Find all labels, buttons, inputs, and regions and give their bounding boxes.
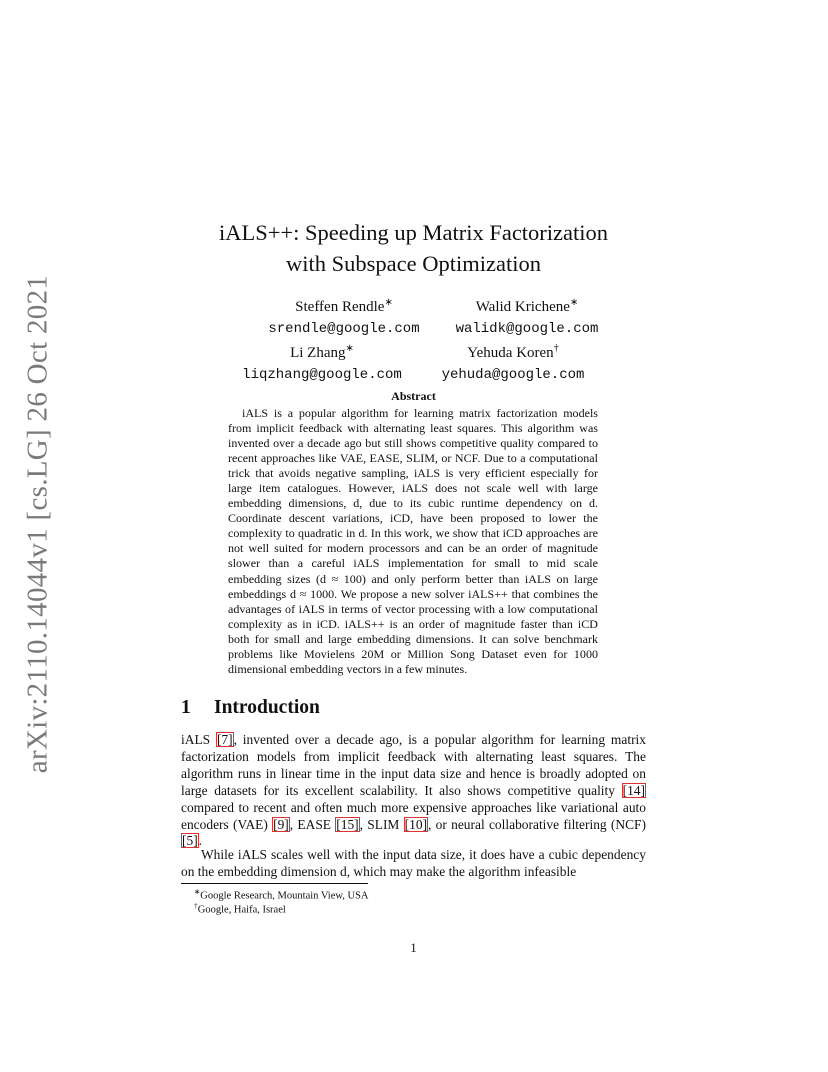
- section-title: Introduction: [214, 697, 320, 718]
- author-affiliation-mark: †: [553, 343, 559, 354]
- author-email[interactable]: yehuda@google.com: [441, 367, 585, 383]
- author-block-2: [437, 292, 617, 340]
- abstract-heading: Abstract: [391, 389, 436, 403]
- citation-link[interactable]: [10]: [404, 816, 428, 832]
- page-number: 1: [410, 940, 417, 955]
- arxiv-identifier-text: arXiv:2110.14044v1 [cs.LG] 26 Oct 2021: [21, 274, 54, 774]
- author-name: Walid Krichene∗: [475, 297, 579, 315]
- paper-title: [181, 217, 646, 279]
- author-name: Li Zhang∗: [290, 343, 354, 361]
- author-name: Steffen Rendle∗: [295, 297, 393, 315]
- author-affiliation-mark: ∗: [345, 343, 354, 354]
- abstract-text: iALS is a popular algorithm for learning matrix factorization models from implicit feedback with alternating least squares. This algorithm was invented over a decade ago but still shows competitive quality compared to recent approaches like VAE, EASE, SLIM, or NCF. Due to a computational trick that avoids negative sampling, iALS is very efficient especially for large item catalogues. However, iALS does not scale well with large embedding dimensions, d, due to its cubic runtime dependency on d. Coordinate descent variations, iCD, have been proposed to lower the complexity to quadratic in d. In this work, we show that iCD approaches are not well suited for modern processors and can be an order of magnitude slower than a careful iALS implementation for small to mid scale embedding sizes (d ≈ 100) and only perform better than iALS on large embeddings d ≈ 1000. We propose a new solver iALS++ that combines the advantages of iALS in terms of vector processing with a low computational complexity as in iCD. iALS++ is an order of magnitude faster than iCD both for small and large embedding dimensions. It can solve benchmark problems like Movielens 20M or Million Song Dataset even for 1000 dimensional embedding vectors in a few minutes.: [228, 406, 598, 676]
- author-name: Yehuda Koren†: [467, 343, 559, 361]
- author-block-4: [423, 338, 603, 386]
- introduction-paragraph-2: While iALS scales well with the input data size, it does have a cubic dependency on the embedding dimension d, which may make the algorithm infeasible: [181, 847, 646, 879]
- footnote-mark: ∗: [194, 887, 201, 896]
- footnote-mark: †: [194, 901, 198, 910]
- author-email[interactable]: walidk@google.com: [455, 321, 599, 337]
- author-block-3: [232, 338, 412, 386]
- citation-link[interactable]: [7]: [216, 732, 233, 747]
- citation-link[interactable]: [14]: [622, 782, 645, 798]
- footnote-divider: [181, 883, 368, 884]
- author-email[interactable]: srendle@google.com: [268, 321, 420, 337]
- footnote-2: †Google, Haifa, Israel: [194, 901, 286, 916]
- section-heading-introduction: [181, 697, 320, 719]
- author-email[interactable]: liqzhang@google.com: [242, 367, 402, 383]
- citation-link[interactable]: [9]: [273, 816, 289, 832]
- citation-link[interactable]: [15]: [336, 816, 359, 832]
- section-number: 1: [181, 697, 191, 718]
- author-affiliation-mark: ∗: [384, 297, 393, 308]
- citation-link[interactable]: [5]: [182, 833, 198, 849]
- paper-title-line-1: iALS++: Speeding up Matrix Factorization: [218, 220, 609, 245]
- introduction-paragraph-1: iALS [7], invented over a decade ago, is a popular algorithm for learning matrix factorization models from implicit feedback with alternating least squares. The algorithm runs in linear time in the input data size and hence is broadly adopted on large datasets for its excellent scalability. It also shows competitive quality [14] compared to recent and often much more expensive approaches like variational auto encoders (VAE) [9], EASE [15], SLIM [10], or neural collaborative filtering (NCF) [5].: [181, 732, 646, 849]
- author-affiliation-mark: ∗: [569, 297, 579, 308]
- paper-title-line-2: with Subspace Optimization: [286, 251, 541, 276]
- author-block-1: [254, 292, 434, 340]
- footnote-1: ∗Google Research, Mountain View, USA: [194, 887, 369, 902]
